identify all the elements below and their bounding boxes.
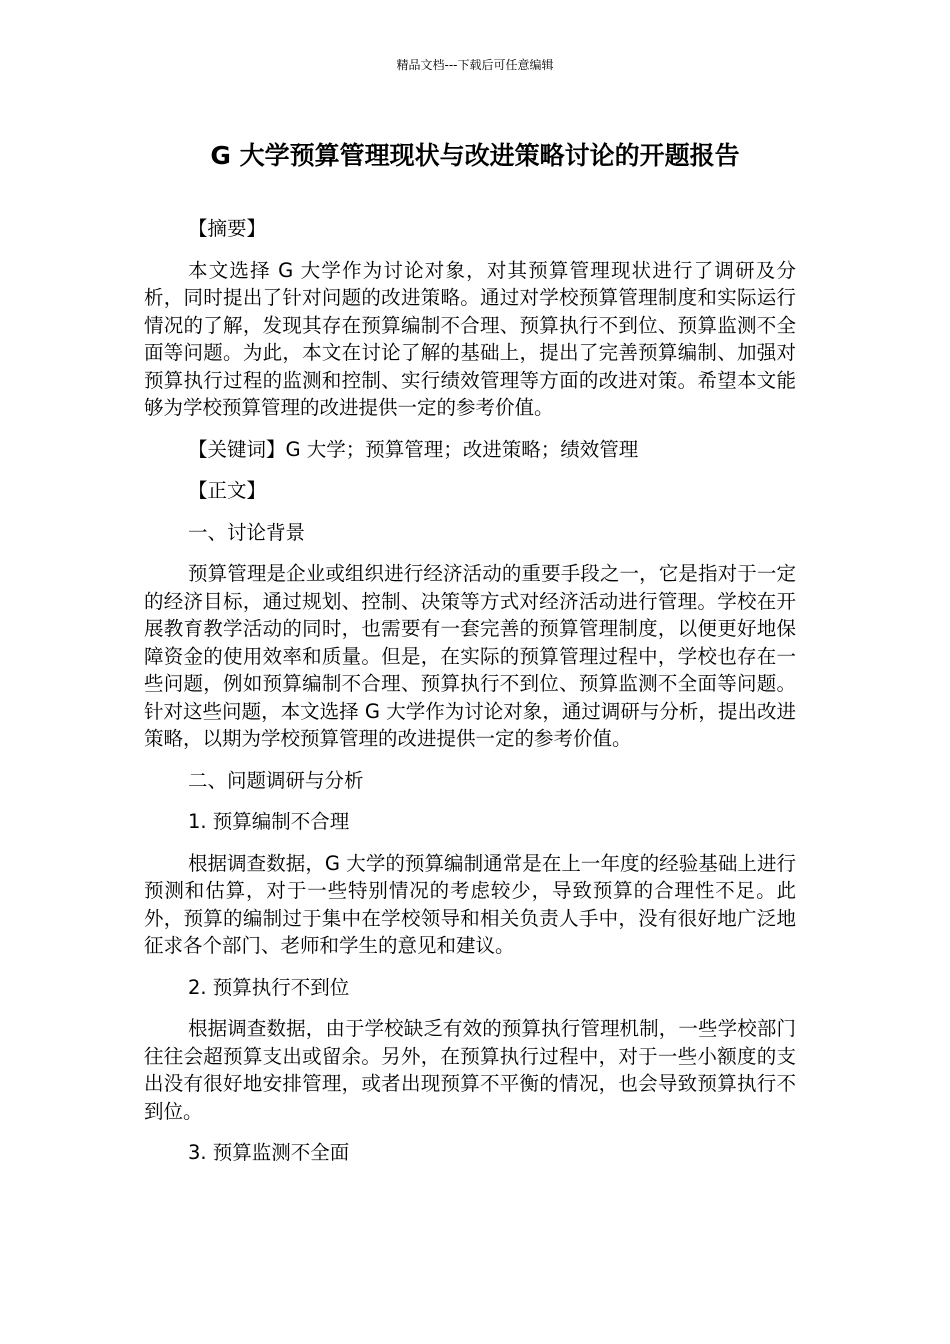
page-header: 精品文档---下载后可任意编辑: [396, 58, 554, 72]
document-title: G 大学预算管理现状与改进策略讨论的开题报告: [210, 141, 740, 170]
background-paragraph: 预算管理是企业或组织进行经济活动的重要手段之一，它是指对于一定的经济目标，通过规划、控制、决策等方式对经济活动进行管理。学校在开展教育教学活动的同时，也需要有一套完善的预算管理制度，以便更好地保障资金的使用效率和质量。但是，在实际的预算管理过程中，学校也存在一些问题，例如预算编制不合理、预算执行不到位、预算监测不全面等问题。针对这些问题，本文选择 G 大学作为讨论对象，通过调研与分析，提出改进策略，以期为学校预算管理的改进提供一定的参考价值。: [144, 562, 796, 750]
item2-paragraph: 根据调查数据，由于学校缺乏有效的预算执行管理机制，一些学校部门往往会超预算支出或留余。另外，在预算执行过程中，对于一些小额度的支出没有很好地安排管理，或者出现预算不平衡的情况，也会导致预算执行不到位。: [144, 1017, 796, 1123]
body-heading: 【正文】: [188, 479, 267, 502]
document-body: [144, 215, 796, 1181]
item1-paragraph: 根据调查数据，G 大学的预算编制通常是在上一年度的经验基础上进行预测和估算，对于一些特别情况的考虑较少，导致预算的合理性不足。此外，预算的编制过于集中在学校领导和相关负责人手中，没有很好地广泛地征求各个部门、老师和学生的意见和建议。: [144, 851, 796, 957]
analysis-heading: 二、问题调研与分析: [188, 768, 364, 792]
background-heading: 一、讨论背景: [188, 520, 306, 544]
item1-heading: 1. 预算编制不合理: [188, 810, 350, 833]
keywords-line: 【关键词】G 大学；预算管理；改进策略；绩效管理: [188, 437, 639, 461]
item2-heading: 2. 预算执行不到位: [188, 975, 350, 999]
item3-heading: 3. 预算监测不全面: [188, 1141, 350, 1164]
abstract-paragraph: 本文选择 G 大学作为讨论对象，对其预算管理现状进行了调研及分析，同时提出了针对问题的改进策略。通过对学校预算管理制度和实际运行情况的了解，发现其存在预算编制不合理、预算执行不到位、预算监测不全面等问题。为此，本文在讨论了解的基础上，提出了完善预算编制、加强对预算执行过程的监测和控制、实行绩效管理等方面的改进对策。希望本文能够为学校预算管理的改进提供一定的参考价值。: [144, 258, 796, 419]
abstract-heading: 【摘要】: [188, 217, 267, 240]
